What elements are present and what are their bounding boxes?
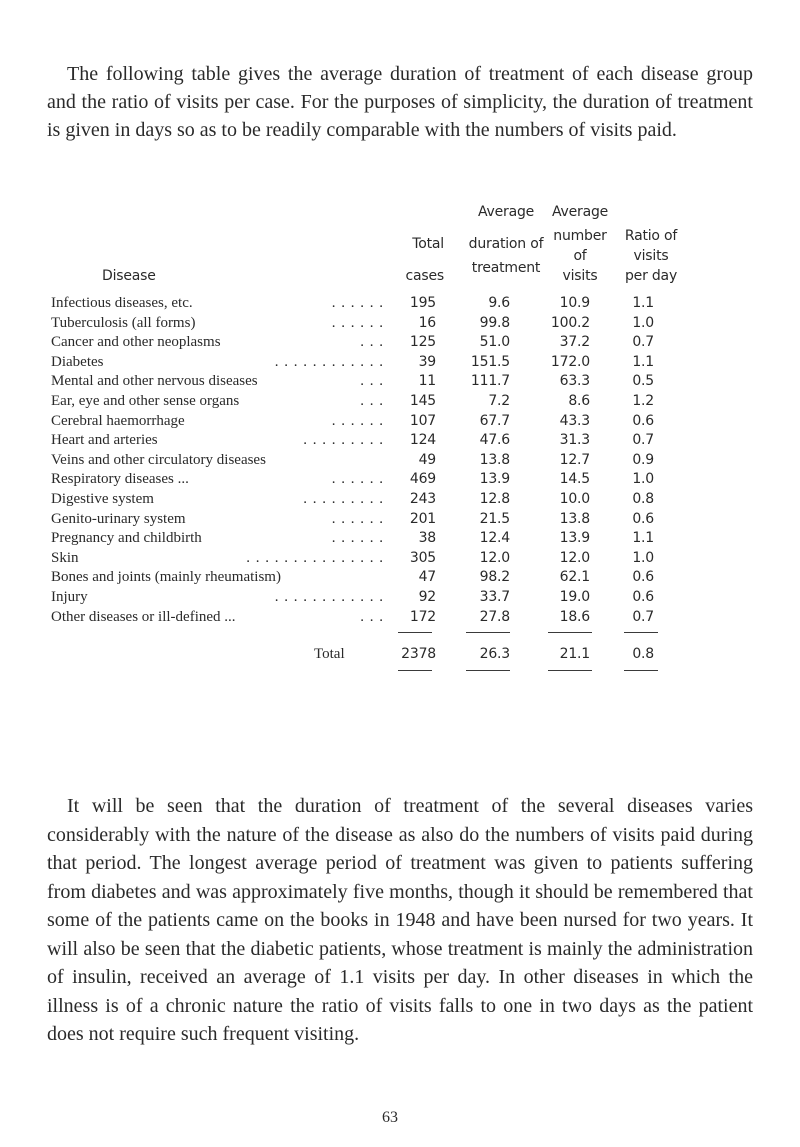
table-cell-visits: 18.6	[559, 608, 590, 625]
table-cell-duration: 151.5	[470, 353, 510, 370]
table-cell-visits: 100.2	[550, 314, 590, 331]
table-cell-ratio: 0.8	[632, 491, 654, 507]
table-cell-ratio: 1.0	[632, 549, 654, 566]
table-cell-visits: 13.8	[559, 510, 590, 527]
header-cases-line1: Total	[412, 236, 444, 252]
header-disease: Disease	[102, 268, 156, 284]
table-cell-ratio: 0.5	[632, 373, 654, 390]
table-row-leader-dots: . . . . . .	[331, 412, 384, 429]
table-cell-visits: 43.3	[559, 412, 590, 429]
total-rule-top-duration	[466, 632, 510, 633]
header-duration-line1: Average	[477, 204, 535, 220]
table-row-disease: Injury	[51, 589, 88, 605]
table-row-disease: Genito-urinary system	[51, 510, 186, 527]
table-row-disease: Tuberculosis (all forms)	[51, 314, 196, 331]
table-cell-cases: 16	[418, 314, 436, 331]
table-cell-cases: 107	[409, 412, 436, 429]
table-cell-ratio: 1.1	[632, 295, 654, 311]
header-ratio-line2: visits	[633, 248, 669, 264]
table-cell-cases: 47	[418, 569, 436, 586]
table-row-disease: Bones and joints (mainly rheumatism)	[51, 569, 281, 586]
total-rule-bottom-duration	[466, 670, 510, 671]
table-row-disease: Mental and other nervous diseases	[51, 373, 258, 390]
table-cell-duration: 9.6	[488, 295, 510, 311]
table-cell-duration: 111.7	[470, 373, 510, 390]
total-cases: 2378	[401, 646, 436, 662]
table-cell-visits: 8.6	[568, 393, 590, 409]
table-cell-cases: 124	[409, 432, 436, 449]
table-cell-ratio: 1.2	[632, 393, 654, 409]
table-cell-duration: 99.8	[479, 314, 510, 331]
table-cell-duration: 47.6	[479, 432, 510, 449]
table-cell-ratio: 1.0	[632, 471, 654, 488]
table-cell-ratio: 0.7	[632, 334, 654, 351]
table-row-disease: Cerebral haemorrhage	[51, 412, 185, 429]
header-visits-line3: of	[573, 248, 587, 264]
total-rule-bottom-visits	[548, 670, 592, 671]
table-row-leader-dots: . . . . . .	[331, 510, 384, 527]
table-cell-cases: 39	[418, 353, 436, 370]
table-cell-visits: 12.7	[559, 451, 590, 468]
table-cell-visits: 19.0	[559, 589, 590, 605]
table-cell-duration: 13.8	[479, 451, 510, 468]
total-rule-top-visits	[548, 632, 592, 633]
table-row-leader-dots: . . .	[360, 608, 384, 625]
table-cell-visits: 62.1	[559, 569, 590, 586]
table-cell-duration: 51.0	[479, 334, 510, 351]
intro-paragraph: The following table gives the average duration of treatment of each disease group and the ratio of visits per case. For the purposes of simplicity, the duration of treatment is given in days so as to be readily comparable with the numbers of visits paid.	[47, 63, 753, 141]
table-cell-cases: 469	[409, 471, 436, 488]
table-cell-ratio: 0.7	[632, 432, 654, 449]
total-rule-bottom-cases	[398, 670, 432, 671]
total-visits: 21.1	[559, 646, 590, 662]
table-row-disease: Infectious diseases, etc.	[51, 295, 193, 311]
table-cell-cases: 92	[418, 589, 436, 605]
page-number: 63	[382, 1109, 398, 1126]
table-row-leader-dots: . . .	[360, 393, 384, 409]
total-rule-top-ratio	[624, 632, 658, 633]
table-cell-cases: 201	[409, 510, 436, 527]
table-row-disease: Veins and other circulatory diseases	[51, 451, 266, 468]
table-cell-ratio: 0.6	[632, 510, 654, 527]
table-cell-duration: 33.7	[479, 589, 510, 605]
total-duration: 26.3	[479, 646, 510, 662]
table-row-leader-dots: . . .	[360, 373, 384, 390]
table-cell-duration: 12.4	[479, 530, 510, 547]
table-row-leader-dots: . . . . . . . . . . . .	[274, 353, 384, 370]
table-row-leader-dots: . . . . . .	[331, 314, 384, 331]
table-row-leader-dots: . . . . . . . . . . . . . . .	[246, 549, 384, 566]
table-cell-cases: 49	[418, 451, 436, 468]
table-row-leader-dots: . . .	[360, 334, 384, 351]
table-cell-cases: 172	[409, 608, 436, 625]
header-visits-line1: Average	[551, 204, 609, 220]
table-cell-visits: 12.0	[559, 549, 590, 566]
total-label: Total	[314, 646, 345, 662]
table-cell-duration: 13.9	[479, 471, 510, 488]
table-cell-duration: 21.5	[479, 510, 510, 527]
table-cell-ratio: 0.7	[632, 608, 654, 625]
table-row-disease: Cancer and other neoplasms	[51, 334, 221, 351]
table-cell-duration: 12.8	[479, 491, 510, 507]
header-duration-line3: treatment	[471, 260, 541, 276]
table-cell-visits: 37.2	[559, 334, 590, 351]
table-cell-cases: 305	[409, 549, 436, 566]
table-row-disease: Respiratory diseases ...	[51, 471, 189, 488]
table-cell-duration: 67.7	[479, 412, 510, 429]
table-row-leader-dots: . . . . . . . . . . . .	[274, 589, 384, 605]
table-cell-ratio: 1.1	[632, 530, 654, 547]
table-row-leader-dots: . . . . . .	[331, 295, 384, 311]
table-cell-visits: 172.0	[550, 353, 590, 370]
table-cell-cases: 125	[409, 334, 436, 351]
table-cell-duration: 12.0	[479, 549, 510, 566]
table-cell-duration: 98.2	[479, 569, 510, 586]
table-cell-visits: 10.0	[559, 491, 590, 507]
table-cell-visits: 13.9	[559, 530, 590, 547]
header-visits-line4: visits	[562, 268, 598, 284]
closing-paragraph: It will be seen that the duration of treatment of the several diseases varies considerably with the nature of the disease as also do the numbers of visits paid during that period. The longest average period of treatment was given to patients suffering from diabetes and was approximately five months, though it should be remembered that some of the patients came on the books in 1948 and have been nursed for two years. It will also be seen that the diabetic patients, whose treatment is mainly the administration of insulin, received an average of 1.1 visits per day. In other diseases in which the illness is of a chronic nature the ratio of visits falls to one in two days as the patient does not require such frequent visiting.	[47, 795, 753, 1045]
table-row-disease: Digestive system	[51, 491, 154, 507]
table-row-leader-dots: . . . . . . . . .	[303, 432, 384, 449]
total-rule-top-cases	[398, 632, 432, 633]
table-row-leader-dots: . . . . . . . . .	[303, 491, 384, 507]
table-cell-visits: 14.5	[559, 471, 590, 488]
table-row-disease: Heart and arteries	[51, 432, 158, 449]
table-cell-cases: 38	[418, 530, 436, 547]
table-cell-duration: 27.8	[479, 608, 510, 625]
table-cell-ratio: 0.6	[632, 589, 654, 605]
table-row-disease: Other diseases or ill-defined ...	[51, 608, 236, 625]
table-cell-ratio: 1.0	[632, 314, 654, 331]
total-rule-bottom-ratio	[624, 670, 658, 671]
header-cases-line2: cases	[405, 268, 444, 284]
table-cell-duration: 7.2	[488, 393, 510, 409]
table-cell-ratio: 0.6	[632, 412, 654, 429]
table-cell-cases: 11	[418, 373, 436, 390]
table-row-leader-dots: . . . . . .	[331, 530, 384, 547]
table-row-disease: Diabetes	[51, 353, 104, 370]
table-row-disease: Skin	[51, 549, 79, 566]
table-row-disease: Pregnancy and childbirth	[51, 530, 202, 547]
header-visits-line2: number	[553, 228, 607, 244]
table-row-leader-dots: . . . . . .	[331, 471, 384, 488]
table-cell-cases: 195	[409, 295, 436, 311]
table-cell-ratio: 1.1	[632, 353, 654, 370]
table-cell-cases: 145	[409, 393, 436, 409]
total-ratio: 0.8	[632, 646, 654, 662]
table-cell-visits: 10.9	[559, 295, 590, 311]
table-cell-ratio: 0.6	[632, 569, 654, 586]
table-cell-visits: 31.3	[559, 432, 590, 449]
table-row-disease: Ear, eye and other sense organs	[51, 393, 240, 409]
table-cell-visits: 63.3	[559, 373, 590, 390]
header-ratio-line1: Ratio of	[624, 228, 678, 244]
header-duration-line2: duration of	[468, 236, 544, 252]
header-ratio-line3: per day	[624, 268, 678, 284]
table-cell-ratio: 0.9	[632, 451, 654, 468]
table-cell-cases: 243	[409, 491, 436, 507]
